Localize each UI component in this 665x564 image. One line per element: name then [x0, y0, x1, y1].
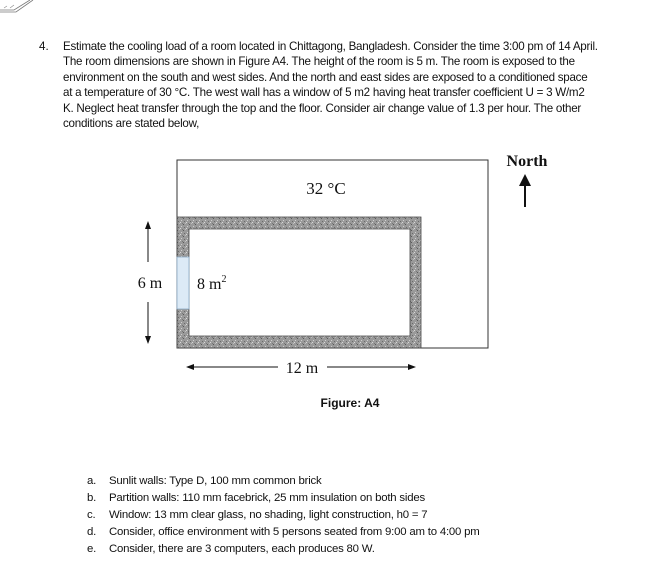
window-area-label: [197, 274, 226, 293]
conditions-list: [87, 473, 480, 558]
list-item-text: Window: 13 mm clear glass, no shading, light construction, h0 = 7: [109, 509, 428, 521]
list-item-label: c.: [87, 509, 96, 521]
north-label: North: [506, 153, 548, 170]
question-line: Estimate the cooling load of a room located in Chittagong, Bangladesh. Consider the time 3:00 pm of 14 April.: [63, 40, 598, 53]
list-item-text: Sunlit walls: Type D, 100 mm common brick: [109, 475, 322, 487]
north-arrow-icon: [519, 174, 531, 207]
list-item-text: Consider, office environment with 5 persons seated from 9:00 am to 4:00 pm: [109, 526, 480, 538]
window-area-base: 8 m: [197, 276, 222, 293]
list-item-label: d.: [87, 526, 97, 538]
list-item-label: a.: [87, 475, 97, 487]
question-line: at a temperature of 30 °C. The west wall has a window of 5 m2 having heat transfer coefficient U = 3 W/m2: [63, 86, 585, 100]
list-item: [87, 507, 480, 524]
list-item: [87, 541, 480, 558]
list-item-text: Partition walls: 110 mm facebrick, 25 mm insulation on both sides: [109, 492, 425, 504]
question-line: K. Neglect heat transfer through the top and the floor. Consider air change value of 1.3 per hour. The other: [63, 101, 582, 115]
question-line: conditions are stated below,: [63, 117, 200, 131]
question-line: environment on the south and west sides. And the north and east sides are exposed to a conditioned space: [63, 70, 588, 84]
list-item-text: Consider, there are 3 computers, each produces 80 W.: [109, 543, 375, 555]
question-line: The room dimensions are shown in Figure A4. The height of the room is 5 m. The room is exposed to the: [63, 55, 575, 69]
list-item-label: e.: [87, 543, 97, 555]
outer-temperature-label: 32 °C: [306, 179, 346, 198]
list-item: [87, 524, 480, 541]
height-label: 6 m: [137, 275, 163, 292]
window-area-exponent: 2: [221, 274, 227, 285]
figure-caption: Figure: A4: [320, 396, 380, 410]
question-number: 4.: [39, 40, 49, 53]
width-label: 12 m: [285, 360, 319, 377]
west-window: [177, 257, 189, 309]
list-item-label: b.: [87, 492, 97, 504]
list-item: [87, 473, 480, 490]
list-item: [87, 490, 480, 507]
